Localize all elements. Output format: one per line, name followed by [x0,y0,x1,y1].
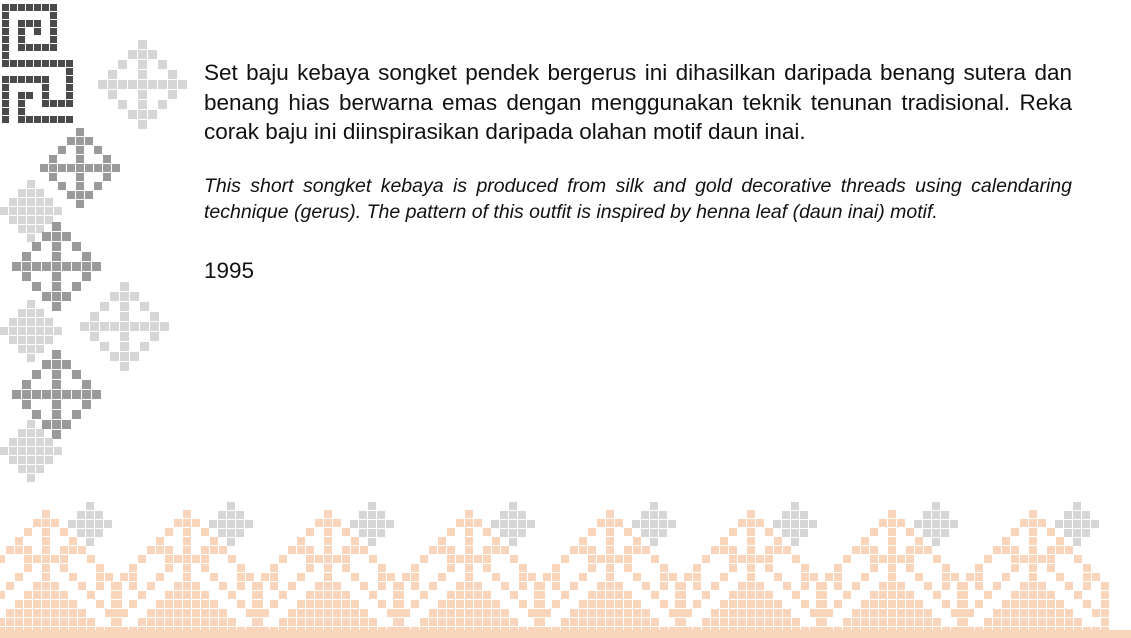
bamboo-shoot-motif [534,510,686,635]
border-base-band [0,630,1131,638]
left-ornament-pattern [0,0,190,500]
flower-motif [40,128,120,208]
bamboo-shoot-motif [252,510,404,635]
flower-motif [12,222,101,311]
bamboo-shoot-motif [957,510,1109,635]
year-label: 1995 [204,257,255,283]
flower-motif [98,40,187,129]
bamboo-shoot-motif [675,510,827,635]
description-malay: Set baju kebaya songket pendek bergerus ini dihasilkan daripada benang sutera dan benang hias berwarna emas dengan menggunakan teknik tenunan tradisional. Reka corak baju ini diinspirasikan daripada olahan motif daun inai. [204,60,1072,144]
scroll-motif [2,4,73,123]
bamboo-shoot-motif [111,510,263,635]
flower-motif [80,282,169,371]
bottom-border-pattern [0,480,1131,638]
description-english: This short songket kebaya is produced from silk and gold decorative threads using calendaring technique (gerus). The pattern of this outfit is inspired by henna leaf (daun inai) motif. [204,174,1072,223]
artifact-description [204,58,1072,285]
flower-motif [12,350,101,439]
bamboo-shoot-motif [816,510,968,635]
bamboo-shoot-motif [393,510,545,635]
diamond-motif [0,420,62,482]
bamboo-shoot-motif [0,510,122,635]
